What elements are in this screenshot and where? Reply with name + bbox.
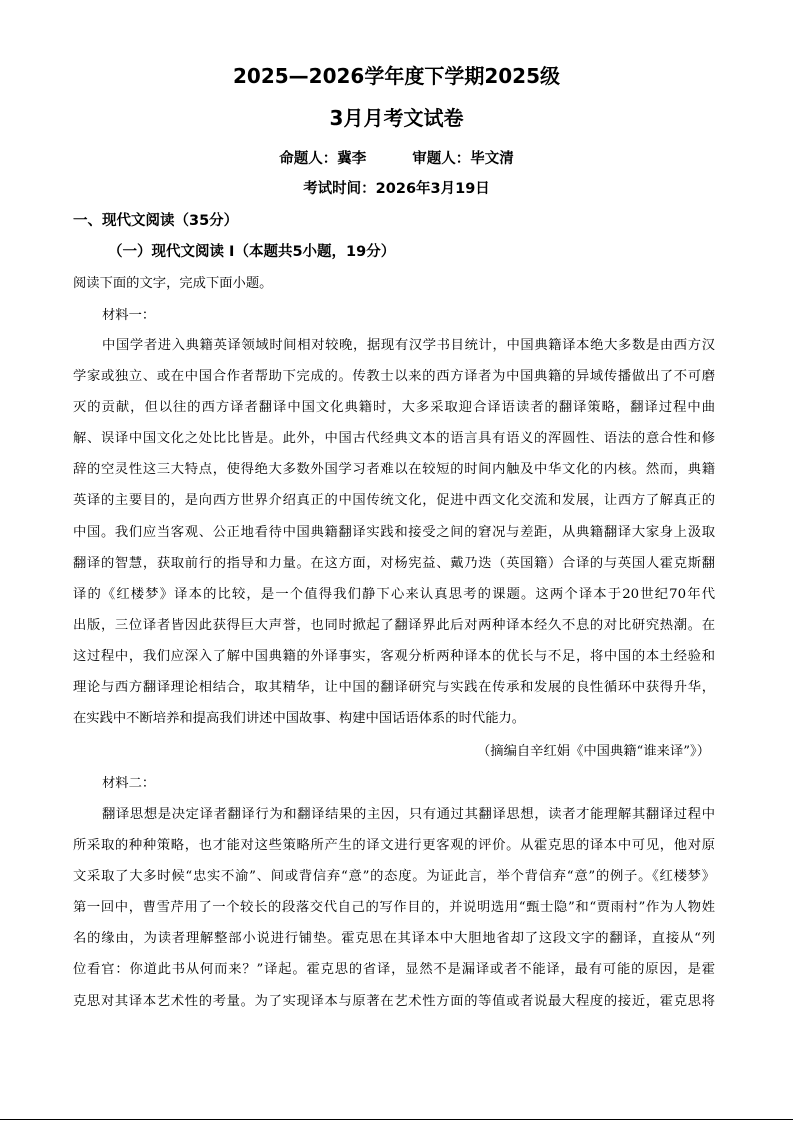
exam-time: 考试时间：2026年3月19日 (303, 181, 490, 197)
paragraph-line: 名的缘由，为读者理解整部小说进行铺垫。霍克思在其译本中大胆地省却了这段文字的翻译，直接从“列 (73, 931, 715, 947)
paragraph-line: 灭的贡献，但以往的西方译者翻译中国文化典籍时，大多采取迎合译语读者的翻译策略，翻译过程中曲 (73, 400, 715, 416)
paragraph-line: 译的《红楼梦》译本的比较，是一个值得我们静下心来认真思考的课题。这两个译本于20世纪70年代 (73, 586, 715, 602)
proposer: 命题人：冀李 (279, 151, 367, 167)
paragraph-line: 在实践中不断培养和提高我们讲述中国故事、构建中国话语体系的时代能力。 (73, 711, 526, 727)
reviewer: 审题人：毕文清 (412, 151, 514, 167)
page-bottom-rule (0, 1119, 793, 1120)
material-1-source: （摘编自辛红娟《中国典籍“谁来译”》） (477, 744, 710, 759)
material-1-label: 材料一： (102, 308, 156, 323)
paragraph-line: 文采取了大多时候“忠实不渝”、间或背信弃“意”的态度。为证此言，举个背信弃“意”的例子。《红楼梦》 (73, 869, 715, 885)
paragraph-line: 解、误译中国文化之处比比皆是。此外，中国古代经典文本的语言具有语义的浑圆性、语法的意合性和修 (73, 431, 715, 447)
section-heading: 一、现代文阅读（35分） (73, 213, 239, 229)
paragraph-line: 翻译思想是决定译者翻译行为和翻译结果的主因，只有通过其翻译思想，读者才能理解其翻译过程中 (102, 807, 715, 822)
paragraph-line: 所采取的种种策略，也才能对这些策略所产生的译文进行更客观的评价。从霍克思的译本中可见，他对原 (73, 838, 715, 854)
paragraph-line: 翻译的智慧，获取前行的指导和力量。在这方面，对杨宪益、戴乃迭（英国籍）合译的与英国人霍克斯翻 (73, 555, 715, 571)
paragraph-line: 克思对其译本艺术性的考量。为了实现译本与原著在艺术性方面的等值或者说最大程度的接近，霍克思将 (73, 993, 715, 1009)
authors-line (0, 149, 793, 169)
paragraph-line: 第一回中，曹雪芹用了一个较长的段落交代自己的写作目的，并说明选用“甄士隐”和“贾雨村”作为人物姓 (73, 900, 715, 916)
exam-subtitle: 3月月考文试卷 (329, 106, 464, 130)
paragraph-line: 位看官：你道此书从何而来？”译起。霍克思的省译，显然不是漏译或者不能译，最有可能的原因，是霍 (73, 962, 715, 978)
paragraph-line: 出版，三位译者皆因此获得巨大声誉，也同时掀起了翻译界此后对两种译本经久不息的对比研究热潮。在 (73, 617, 715, 633)
exam-title: 2025—2026学年度下学期2025级 (233, 64, 560, 88)
paragraph-line: 学家或独立、或在中国合作者帮助下完成的。传教士以来的西方译者为中国典籍的异域传播做出了不可磨 (73, 369, 715, 385)
instruction: 阅读下面的文字，完成下面小题。 (73, 276, 273, 291)
paragraph-line: 中国。我们应当客观、公正地看待中国典籍翻译实践和接受之间的窘况与差距，从典籍翻译大家身上汲取 (73, 524, 715, 540)
paragraph-line: 这过程中，我们应深入了解中国典籍的外译事实，客观分析两种译本的优长与不足，将中国的本土经验和 (73, 648, 715, 664)
paragraph-line: 辞的空灵性这三大特点，使得绝大多数外国学习者难以在较短的时间内触及中华文化的内核。然而，典籍 (73, 462, 715, 478)
paragraph-line: 英译的主要目的，是向西方世界介绍真正的中国传统文化，促进中西文化交流和发展，让西方了解真正的 (73, 493, 715, 509)
paragraph-line: 中国学者进入典籍英译领域时间相对较晚，据现有汉学书目统计，中国典籍译本绝大多数是由西方汉 (102, 338, 715, 353)
material-2-paragraph (73, 799, 715, 1017)
paragraph-line: 理论与西方翻译理论相结合，取其精华，让中国的翻译研究与实践在传承和发展的良性循环中获得升华， (73, 680, 715, 696)
material-1-paragraph (73, 330, 715, 734)
subsection-heading: （一）现代文阅读 I（本题共5小题，19分） (108, 244, 396, 260)
material-2-label: 材料二： (102, 776, 156, 791)
